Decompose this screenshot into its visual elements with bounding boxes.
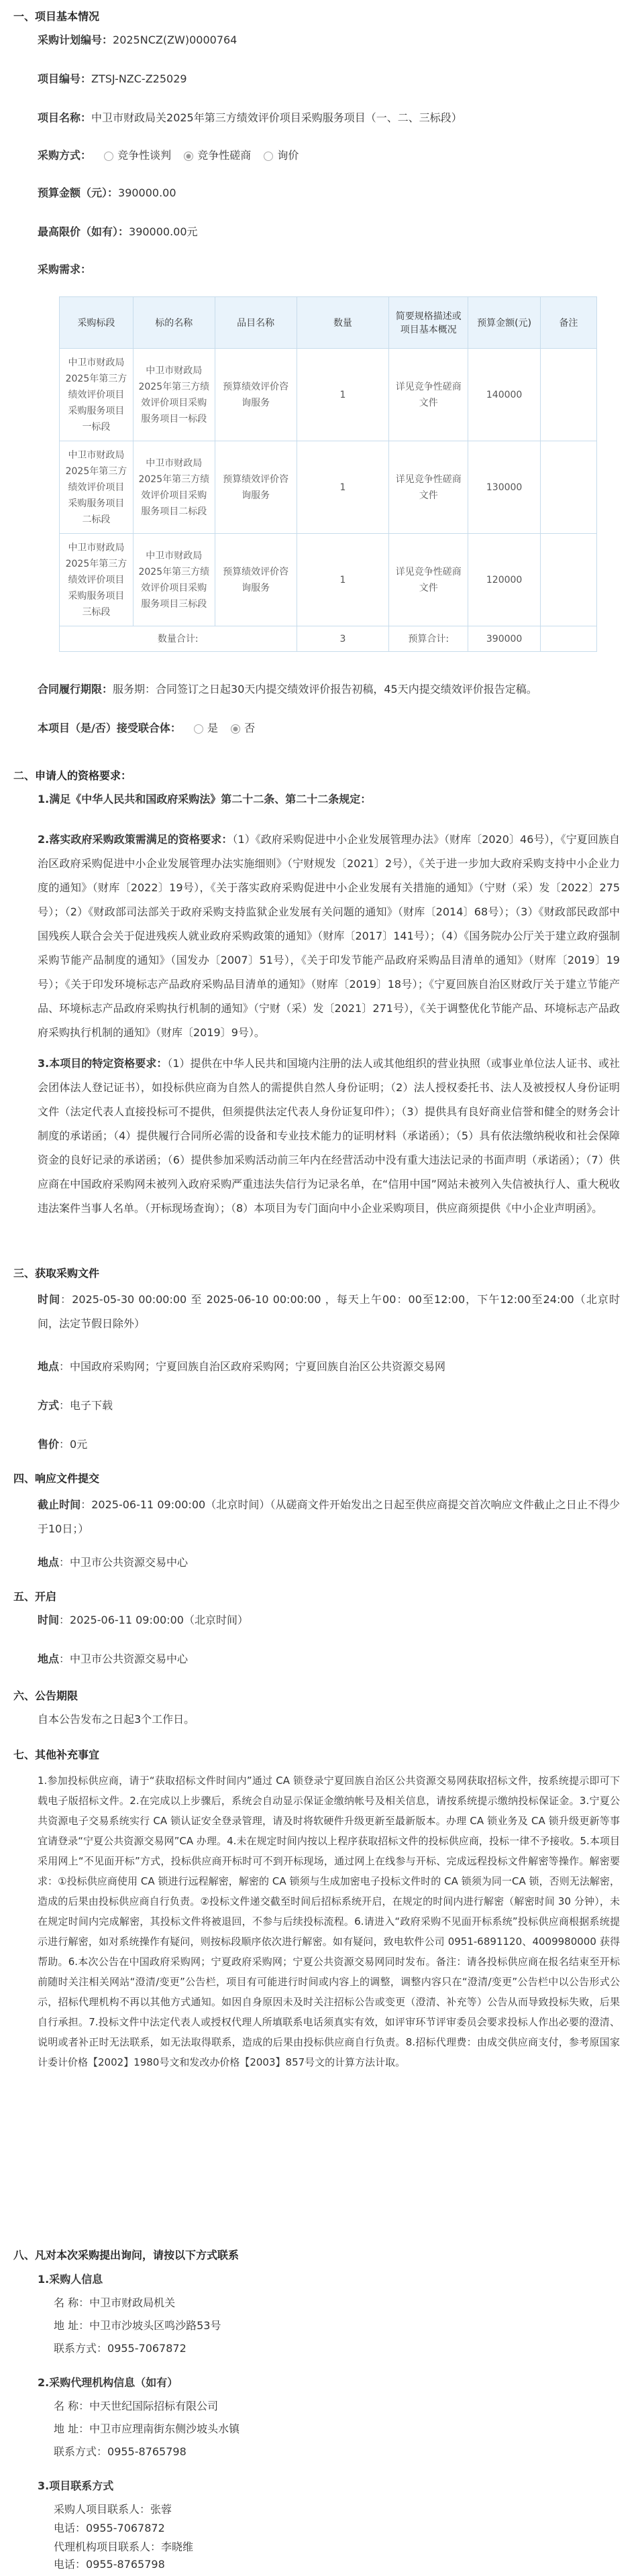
supplementary-text: 1.参加投标供应商，请于“获取招标文件时间内”通过 CA 锁登录宁夏回族自治区公共资源交易网获取招标文件，按系统提示即可下载电子版招标文件。2.在完成以上步骤后，系统会自动显示保证金缴纳帐号及相关信息，请按系统提示缴纳投标保证金。3.宁夏公共资源电子交易系统实行 CA 锁认证安全登录管理，请及时将软硬件升级更新至最新版本。办理 CA 锁业务及 CA 锁升级更新等事宜请登录“宁夏公共资源交易网”CA 办理。4.未在规定时间内按以上程序获取招标文件的投标供应商，投标一律不予接收。5.本项目采用网上“不见面开标”方式，投标供应商开标时可不到开标现场，通过网上在线参与开标、完成远程投标文件解密等操作。解密要求：①投标供应商使用 CA 锁进行远程解密，解密的 CA 锁须与生成加密电子投标文件时的 CA 锁须为同一CA 锁，否则无法解密，造成的后果由投标供应商自行负责。②投标文件递交截至时间后招标系统开启，在规定的时间内进行解密（解密时间 30 分钟），未在规定时间内完成解密，其投标文件将被退回，不参与后续投标流程。6.请进入“政府采购不见面开标系统”投标供应商根据系统提示进行解密，如对系统操作有疑问，则按标段顺序依次进行解密。如有疑问，致电软件公司 0951-6891120、4009980000 获得帮助。6.本次公告在中国政府采购网；宁夏政府采购网；宁夏公共资源交易网同时发布。备注：请各投标供应商在报名结束至开标前随时关注相关网站“澄清/变更”公告栏，项目有可能进行时间或内容上的调整，调整内容只在“澄清/变更”公告栏中以公告形式公示，招标代理机构不再以其他方式通知。如因自身原因未及时关注招标公告或变更（澄清、补充等）公告从而导致投标失败，后果自行承担。7.投标文件中法定代表人或授权代理人所填联系电话须真实有效，如评审环节评审委员会要求投标人作出必要的澄清、说明或者补正时无法联系，如无法取得联系，造成的后果由投标供应商自行负责。8.招标代理费：由成交供应商支付，参考原国家计委计价格【2002】1980号文和发改办价格【2003】857号文的计算方法计取。 xyxy=(38,1775,620,2068)
cell-note xyxy=(541,349,597,441)
header-lot: 采购标段 xyxy=(60,297,134,349)
buyer-contact-label: 采购人项目联系人： xyxy=(54,2503,151,2516)
cell-note xyxy=(541,441,597,534)
performance-value: 服务期：合同签订之日起30天内提交绩效评价报告初稿，45天内提交绩效评价报告定稿。 xyxy=(113,683,537,695)
open-time-value: ：2025-06-11 09:00:00（北京时间） xyxy=(59,1614,248,1626)
qualification-3-label: 3.本项目的特定资格要求： xyxy=(38,1057,168,1070)
table-header-row xyxy=(60,297,597,349)
project-name-row xyxy=(38,109,620,127)
buyer-address-row xyxy=(54,2316,221,2335)
cell-description: 详见竞争性磋商文件 xyxy=(389,441,468,534)
open-time-row xyxy=(38,1611,620,1630)
table-row xyxy=(60,349,597,441)
agent-contact-label: 代理机构项目联系人： xyxy=(54,2540,162,2553)
section-2-title: 二、申请人的资格要求： xyxy=(13,769,132,782)
open-place-label: 地点 xyxy=(38,1653,60,1665)
consortium-no-label: 否 xyxy=(244,722,256,734)
qualification-3 xyxy=(38,1052,620,1221)
cell-quantity: 1 xyxy=(297,349,389,441)
buyer-contact-phone-row xyxy=(54,2519,165,2538)
cell-quantity: 1 xyxy=(297,534,389,626)
method-radio-negotiation[interactable] xyxy=(104,152,113,161)
header-note: 备注 xyxy=(541,297,597,349)
qualification-1: 1.满足《中华人民共和国政府采购法》第二十二条、第二十二条规定： xyxy=(38,793,372,805)
agent-contact-phone-row xyxy=(54,2555,165,2574)
project-number-label: 项目编号： xyxy=(38,72,92,85)
acquire-way-row xyxy=(38,1396,620,1415)
submit-place-label: 地点 xyxy=(38,1556,60,1569)
section-5-title: 五、开启 xyxy=(13,1590,57,1603)
cell-description: 详见竞争性磋商文件 xyxy=(389,349,468,441)
procurement-method-row xyxy=(38,146,620,165)
consortium-row xyxy=(38,719,620,738)
deadline-value: ：2025-06-11 09:00:00（北京时间）（从磋商文件开始发出之日起至供应商提交首次响应文件截止之日止不得少于10日；） xyxy=(38,1498,620,1535)
agent-address-label: 地 址： xyxy=(54,2422,90,2435)
acquire-way-value: ：电子下载 xyxy=(59,1399,113,1412)
header-budget: 预算金额(元) xyxy=(468,297,541,349)
cell-lot: 中卫市财政局2025年第三方绩效评价项目采购服务项目二标段 xyxy=(60,441,134,534)
acquire-time-label: 时间 xyxy=(38,1293,61,1306)
contact-info-title: 3.项目联系方式 xyxy=(38,2479,114,2492)
plan-number-value: 2025NCZ(ZW)0000764 xyxy=(113,34,237,46)
open-place-row xyxy=(38,1650,620,1669)
total-note xyxy=(541,626,597,652)
agent-phone-value: 0955-8765798 xyxy=(107,2445,186,2458)
acquire-way-label: 方式 xyxy=(38,1399,60,1412)
table-row xyxy=(60,441,597,534)
deadline-label: 截止时间 xyxy=(38,1498,81,1511)
buyer-phone-row xyxy=(54,2339,186,2358)
acquire-place-row xyxy=(38,1357,620,1376)
method-radio-consultation[interactable] xyxy=(184,152,193,161)
acquire-price-label: 售价 xyxy=(38,1438,60,1451)
cell-subject: 中卫市财政局2025年第三方绩效评价项目采购服务项目二标段 xyxy=(133,441,215,534)
section-1-title: 一、项目基本情况 xyxy=(13,10,100,23)
section-4-title: 四、响应文件提交 xyxy=(13,1472,100,1485)
plan-number-row xyxy=(38,31,620,50)
cell-lot: 中卫市财政局2025年第三方绩效评价项目采购服务项目三标段 xyxy=(60,534,134,626)
buyer-name-label: 名 称： xyxy=(54,2296,90,2309)
agent-info-title: 2.采购代理机构信息（如有） xyxy=(38,2376,178,2389)
budget-value: 390000.00 xyxy=(118,186,176,199)
notice-period-text: 自本公告发布之日起3个工作日。 xyxy=(38,1713,195,1726)
cell-item: 预算绩效评价咨询服务 xyxy=(215,534,297,626)
consortium-yes-label: 是 xyxy=(207,722,218,734)
buyer-address-label: 地 址： xyxy=(54,2319,90,2332)
agent-name-row xyxy=(54,2397,218,2416)
performance-label: 合同履行期限： xyxy=(38,683,113,695)
agent-phone-row xyxy=(54,2443,186,2461)
acquire-price-row xyxy=(38,1435,620,1454)
acquire-place-label: 地点 xyxy=(38,1360,60,1373)
buyer-name-row xyxy=(54,2294,175,2312)
acquire-price-value: ：0元 xyxy=(59,1438,88,1451)
project-number-row xyxy=(38,70,620,89)
method-radio-inquiry[interactable] xyxy=(264,152,273,161)
section-8-title: 八、凡对本次采购提出询问，请按以下方式联系 xyxy=(13,2249,239,2261)
project-name-value: 中卫市财政局关2025年第三方绩效评价项目采购服务项目（一、二、三标段） xyxy=(91,111,462,124)
requirements-table xyxy=(59,296,597,652)
total-quantity-value: 3 xyxy=(297,626,389,652)
project-name-label: 项目名称： xyxy=(38,111,92,124)
plan-number-label: 采购计划编号： xyxy=(38,34,113,46)
buyer-info-title: 1.采购人信息 xyxy=(38,2273,103,2286)
total-amount-value: 390000 xyxy=(468,626,541,652)
cell-quantity: 1 xyxy=(297,441,389,534)
demand-label: 采购需求： xyxy=(38,263,92,276)
section-3-title: 三、获取采购文件 xyxy=(13,1267,100,1280)
max-price-row xyxy=(38,223,620,241)
cell-budget: 130000 xyxy=(468,441,541,534)
section-7-title: 七、其他补充事宜 xyxy=(13,1748,100,1761)
max-price-value: 390000.00元 xyxy=(129,225,198,238)
agent-contact-value: 李晓维 xyxy=(161,2540,194,2553)
header-subject: 标的名称 xyxy=(133,297,215,349)
consortium-radio-no[interactable] xyxy=(231,724,240,734)
acquire-time-row xyxy=(38,1288,620,1336)
deadline-row xyxy=(38,1493,620,1541)
agent-name-value: 中天世纪国际招标有限公司 xyxy=(89,2400,219,2412)
cell-subject: 中卫市财政局2025年第三方绩效评价项目采购服务项目三标段 xyxy=(133,534,215,626)
acquire-time-value: ：2025-05-30 00:00:00 至 2025-06-10 00:00:00 ，每天上午00：00至12:00，下午12:00至24:00（北京时间，法定节假日除外） xyxy=(38,1293,620,1330)
cell-subject: 中卫市财政局2025年第三方绩效评价项目采购服务项目一标段 xyxy=(133,349,215,441)
agent-address-value: 中卫市应理南街东侧沙坡头水镇 xyxy=(89,2422,240,2435)
agent-address-row xyxy=(54,2420,239,2439)
cell-item: 预算绩效评价咨询服务 xyxy=(215,349,297,441)
total-amount-label: 预算合计: xyxy=(389,626,468,652)
buyer-name-value: 中卫市财政局机关 xyxy=(89,2296,176,2309)
agent-phone-label: 联系方式： xyxy=(54,2445,108,2458)
consortium-radio-yes[interactable] xyxy=(194,724,203,734)
project-number-value: ZTSJ-NZC-Z25029 xyxy=(91,72,187,85)
buyer-contact-row xyxy=(54,2500,172,2519)
header-quantity: 数量 xyxy=(297,297,389,349)
consortium-label: 本项目（是/否）接受联合体： xyxy=(38,722,181,734)
cell-lot: 中卫市财政局2025年第三方绩效评价项目采购服务项目一标段 xyxy=(60,349,134,441)
agent-contact-phone-label: 电话： xyxy=(54,2558,87,2571)
buyer-contact-phone-value: 0955-7067872 xyxy=(86,2522,165,2534)
qualification-3-text: （1）提供在中华人民共和国境内注册的法人或其他组织的营业执照（或事业单位法人证书、或社会团体法人登记证书），如投标供应商为自然人的需提供自然人身份证明；（2）法人授权委托书、法人及被授权人身份证明文件（法定代表人直接投标可不提供，但须提供法定代表人身份证复印件）；（3）提供具有良好商业信誉和健全的财务会计制度的承诺函；（4）提供履行合同所必需的设备和专业技术能力的证明材料（承诺函）；（5）具有依法缴纳税收和社会保障资金的良好记录的承诺函；（6）提供参加采购活动前三年内在经营活动中没有重大违法记录的书面声明（承诺函）；（7）供应商在中国政府采购网未被列入政府采购严重违法失信行为记录名单，在“信用中国”网站未被列入失信被执行人、重大税收违法案件当事人名单。（开标现场查询）；（8）本项目为专门面向中小企业采购项目，供应商须提供《中小企业声明函》。 xyxy=(38,1057,620,1215)
method-label-inquiry: 询价 xyxy=(277,149,299,162)
section-6-title: 六、公告期限 xyxy=(13,1689,78,1702)
agent-contact-phone-value: 0955-8765798 xyxy=(86,2558,165,2571)
method-label-negotiation: 竞争性谈判 xyxy=(117,149,172,162)
cell-budget: 140000 xyxy=(468,349,541,441)
budget-label: 预算金额（元）： xyxy=(38,186,119,199)
cell-item: 预算绩效评价咨询服务 xyxy=(215,441,297,534)
qualification-2-text: （1）《政府采购促进中小企业发展管理办法》（财库〔2020〕46号），《宁夏回族自治区政府采购促进中小企业发展管理办法实施细则》（宁财规发〔2021〕2号），《关于进一步加大政府采购支持中小企业力度的通知》（财库〔2022〕19号），《关于落实政府采购促进中小企业发展有关措施的通知》（宁财（采）发〔2022〕275号）；（2）《财政部司法部关于政府采购支持监狱企业发展有关问题的通知》（财库〔2014〕68号）；（3）《财政部民政部中国残疾人联合会关于促进残疾人就业政府采购政策的通知》（财库〔2017〕141号）；（4）《国务院办公厅关于建立政府强制采购节能产品制度的通知》（国发办〔2007〕51号），《关于印发节能产品政府采购品目清单的通知》（财库〔2019〕19号）；《关于印发环境标志产品政府采购品目清单的通知》（财库〔2019〕18号）；《宁夏回族自治区财政厅关于建立节能产品、环境标志产品政府采购执行机制的通知》（宁财（采）发〔2021〕271号），《关于调整优化节能产品、环境标志产品政府采购执行机制的通知》（财库〔2019〕9号）。 xyxy=(38,833,620,1039)
total-quantity-label: 数量合计: xyxy=(60,626,297,652)
submit-place-row xyxy=(38,1553,620,1572)
table-row xyxy=(60,534,597,626)
open-place-value: ：中卫市公共资源交易中心 xyxy=(59,1653,189,1665)
submit-place-value: ：中卫市公共资源交易中心 xyxy=(59,1556,189,1569)
header-description: 简要规格描述或项目基本概况 xyxy=(389,297,468,349)
cell-note xyxy=(541,534,597,626)
acquire-place-value: ：中国政府采购网；宁夏回族自治区政府采购网；宁夏回族自治区公共资源交易网 xyxy=(59,1360,446,1373)
qualification-2-label: 2.落实政府采购政策需满足的资格要求： xyxy=(38,833,233,846)
max-price-label: 最高限价（如有）： xyxy=(38,225,129,238)
performance-row xyxy=(38,680,620,699)
agent-contact-row xyxy=(54,2538,193,2557)
qualification-2 xyxy=(38,828,620,1045)
buyer-phone-label: 联系方式： xyxy=(54,2342,108,2355)
cell-budget: 120000 xyxy=(468,534,541,626)
buyer-contact-value: 张蓉 xyxy=(150,2503,172,2516)
buyer-contact-phone-label: 电话： xyxy=(54,2522,87,2534)
demand-row xyxy=(38,260,620,279)
agent-name-label: 名 称： xyxy=(54,2400,90,2412)
table-total-row xyxy=(60,626,597,652)
budget-row xyxy=(38,184,620,203)
open-time-label: 时间 xyxy=(38,1614,60,1626)
buyer-phone-value: 0955-7067872 xyxy=(107,2342,186,2355)
method-label-consultation: 竞争性磋商 xyxy=(197,149,252,162)
cell-description: 详见竞争性磋商文件 xyxy=(389,534,468,626)
header-item: 品目名称 xyxy=(215,297,297,349)
procurement-method-label: 采购方式： xyxy=(38,149,92,162)
buyer-address-value: 中卫市沙坡头区鸣沙路53号 xyxy=(89,2319,221,2332)
